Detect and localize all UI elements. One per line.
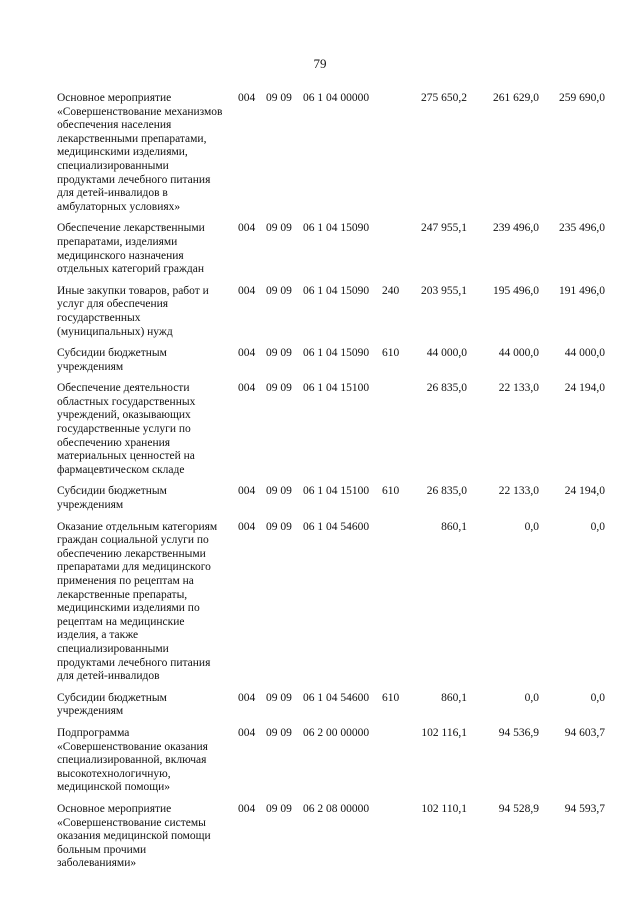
amount-year-3: 0,0 [590, 691, 605, 704]
table-row [57, 485, 617, 512]
table-row [57, 222, 617, 276]
target-article-code: 06 1 04 15090 [303, 347, 370, 360]
amount-year-1: 860,1 [441, 520, 467, 533]
ministry-code: 004 [238, 222, 256, 235]
expense-type-code: 610 [382, 347, 400, 360]
amount-year-2: 22 133,0 [498, 382, 539, 395]
ministry-code: 004 [238, 347, 256, 360]
table-row [57, 382, 617, 477]
page-number: 79 [313, 56, 327, 71]
table-row [57, 803, 617, 871]
amount-year-2: 22 133,0 [498, 485, 539, 498]
amount-year-3: 0,0 [590, 520, 605, 533]
row-description: Основное мероприятие «Совершенствование механизмов обеспечения населения лекарственными препаратами, медицинскими изделиями, специализированными продуктами лечебного питания для детей-инвалидов в амбулаторных условиях» [57, 92, 223, 213]
section-code: 09 09 [266, 691, 292, 704]
amount-year-3: 94 603,7 [564, 726, 605, 739]
target-article-code: 06 2 00 00000 [303, 726, 370, 739]
ministry-code: 004 [238, 726, 256, 739]
ministry-code: 004 [238, 485, 256, 498]
amount-year-2: 94 528,9 [498, 802, 539, 815]
target-article-code: 06 1 04 15100 [303, 485, 370, 498]
amount-year-3: 94 593,7 [564, 802, 605, 815]
amount-year-2: 0,0 [524, 520, 539, 533]
section-code: 09 09 [266, 520, 292, 533]
row-description: Обеспечение деятельности областных государственных учреждений, оказывающих государственные услуги по обеспечению хранения материальных ценностей на фармацевтическом складе [57, 382, 196, 476]
amount-year-1: 247 955,1 [421, 222, 467, 235]
amount-year-1: 275 650,2 [421, 92, 467, 104]
table-row [57, 285, 617, 339]
ministry-code: 004 [238, 691, 256, 704]
section-code: 09 09 [266, 485, 292, 498]
amount-year-2: 239 496,0 [493, 222, 539, 235]
row-description: Основное мероприятие «Совершенствование системы оказания медицинской помощи больным прочими заболеваниями» [57, 802, 211, 870]
row-description: Субсидии бюджетным учреждениям [57, 347, 167, 373]
row-description: Оказание отдельным категориям граждан социальной услуги по обеспечению лекарственными препаратами для медицинского применения по рецептам на лекарственные препараты, медицинскими изделиями по рецептам на медицинские изделия, а также специализированными продуктами лечебного питания для детей-инвалидов [57, 520, 218, 683]
target-article-code: 06 2 08 00000 [303, 802, 370, 815]
target-article-code: 06 1 04 54600 [303, 691, 370, 704]
amount-year-2: 195 496,0 [493, 284, 539, 297]
amount-year-2: 44 000,0 [498, 347, 539, 360]
amount-year-2: 261 629,0 [493, 92, 539, 104]
amount-year-1: 102 116,1 [421, 726, 467, 739]
ministry-code: 004 [238, 284, 256, 297]
section-code: 09 09 [266, 347, 292, 360]
row-description: Обеспечение лекарственными препаратами, изделиями медицинского назначения отдельных категорий граждан [57, 222, 205, 276]
target-article-code: 06 1 04 15090 [303, 284, 370, 297]
amount-year-3: 235 496,0 [559, 222, 605, 235]
row-description: Иные закупки товаров, работ и услуг для обеспечения государственных (муниципальных) нужд [57, 284, 209, 338]
section-code: 09 09 [266, 284, 292, 297]
target-article-code: 06 1 04 54600 [303, 520, 370, 533]
expense-type-code: 240 [382, 284, 400, 297]
row-description: Субсидии бюджетным учреждениям [57, 691, 167, 718]
amount-year-3: 191 496,0 [559, 284, 605, 297]
row-description: Субсидии бюджетным учреждениям [57, 485, 167, 512]
expense-type-code: 610 [382, 691, 400, 704]
amount-year-3: 44 000,0 [564, 347, 605, 360]
section-code: 09 09 [266, 222, 292, 235]
amount-year-1: 102 110,1 [421, 802, 467, 815]
target-article-code: 06 1 04 15100 [303, 382, 370, 395]
section-code: 09 09 [266, 382, 292, 395]
ministry-code: 004 [238, 520, 256, 533]
expense-type-code: 610 [382, 485, 400, 498]
amount-year-2: 94 536,9 [498, 726, 539, 739]
ministry-code: 004 [238, 802, 256, 815]
table-row [57, 92, 617, 214]
table-row [57, 727, 617, 795]
amount-year-2: 0,0 [524, 691, 539, 704]
target-article-code: 06 1 04 00000 [303, 92, 370, 104]
amount-year-3: 24 194,0 [564, 382, 605, 395]
amount-year-3: 259 690,0 [559, 92, 605, 104]
amount-year-1: 203 955,1 [421, 284, 467, 297]
section-code: 09 09 [266, 726, 292, 739]
row-description: Подпрограмма «Совершенствование оказания специализированной, включая высокотехнологичную, медицинской помощи» [57, 726, 208, 794]
ministry-code: 004 [238, 92, 256, 104]
target-article-code: 06 1 04 15090 [303, 222, 370, 235]
amount-year-1: 26 835,0 [426, 382, 467, 395]
amount-year-3: 24 194,0 [564, 485, 605, 498]
ministry-code: 004 [238, 382, 256, 395]
section-code: 09 09 [266, 802, 292, 815]
table-row [57, 521, 617, 684]
amount-year-1: 44 000,0 [426, 347, 467, 360]
amount-year-1: 860,1 [441, 691, 467, 704]
section-code: 09 09 [266, 92, 292, 104]
budget-table [57, 92, 617, 879]
table-row [57, 692, 617, 719]
table-row [57, 347, 617, 374]
amount-year-1: 26 835,0 [426, 485, 467, 498]
